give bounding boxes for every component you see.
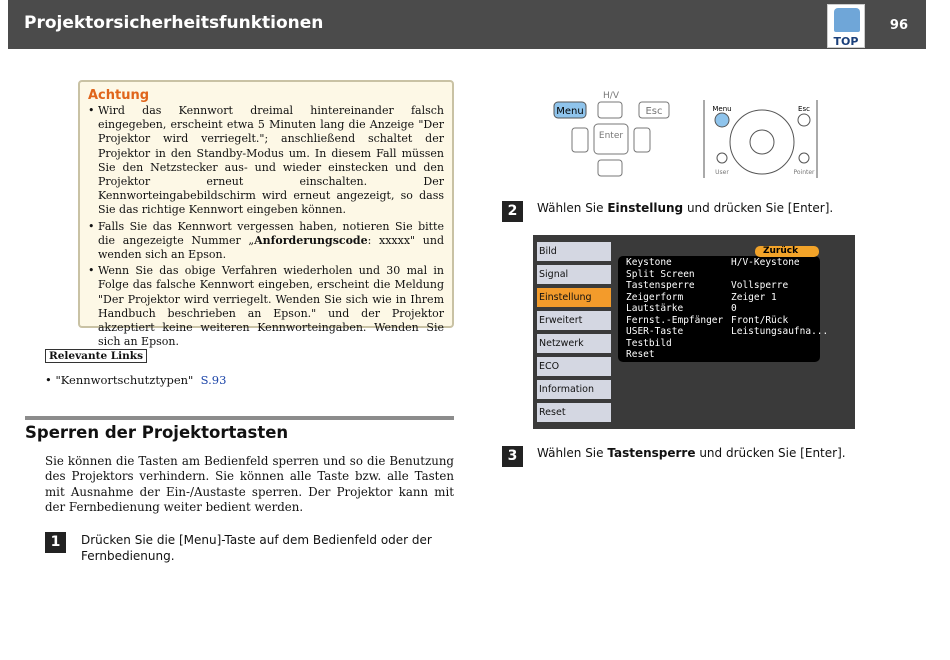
osd-sidebar-item[interactable]: Reset: [537, 403, 611, 422]
page-number: 96: [889, 18, 908, 33]
section-divider: [25, 416, 454, 420]
step-number: 3: [502, 446, 523, 467]
osd-row-label: Split Screen: [626, 268, 695, 280]
osd-menu-row[interactable]: [618, 303, 820, 315]
remote-illustration: [702, 100, 820, 180]
esc-label: Esc: [645, 106, 663, 117]
remote-esc-label: Esc: [798, 105, 810, 113]
step-number: 1: [45, 532, 66, 553]
remote-pointer-label: Pointer: [793, 169, 815, 176]
up-button[interactable]: [598, 102, 622, 118]
remote-enter-button[interactable]: [750, 130, 774, 154]
menu-label: Menu: [556, 106, 584, 117]
related-link[interactable]: • "Kennwortschutztypen" S.93: [45, 373, 227, 387]
osd-row-label: Zeigerform: [626, 291, 684, 303]
osd-menu-row[interactable]: [618, 269, 820, 281]
back-button[interactable]: Zurück: [755, 246, 819, 257]
request-code-label: Anforderungscode: [254, 233, 368, 247]
osd-row-value: Leistungsaufna...: [731, 326, 829, 337]
osd-sidebar-item[interactable]: Einstellung: [537, 288, 611, 307]
section-title: Sperren der Projektortasten: [25, 423, 289, 442]
page-title: Projektorsicherheitsfunktionen: [24, 13, 324, 33]
step-text: Drücken Sie die [Menu]-Taste auf dem Bedienfeld oder der Fernbedienung.: [81, 533, 432, 563]
caution-item: • Falls Sie das Kennwort vergessen haben, notieren Sie bitte die angezeigte Nummer „Anforderungscode: xxxxx" und wenden sich an Epson.: [88, 220, 444, 263]
osd-menu-row[interactable]: [618, 280, 820, 292]
remote-esc-button[interactable]: [798, 114, 810, 126]
osd-submenu: [618, 245, 829, 361]
osd-row-value: Front/Rück: [731, 314, 789, 326]
remote-menu-label: Menu: [712, 105, 732, 113]
remote-pointer-button[interactable]: [799, 153, 809, 163]
page-header: [8, 0, 926, 49]
osd-sidebar-item[interactable]: Erweitert: [537, 311, 611, 330]
osd-sidebar-item[interactable]: Signal: [537, 265, 611, 284]
remote-user-button[interactable]: [717, 153, 727, 163]
osd-row-label: Tastensperre: [626, 280, 695, 291]
osd-row-label: Reset: [626, 349, 655, 360]
osd-row-label: Keystone: [626, 257, 672, 268]
osd-row-value: Vollsperre: [731, 280, 789, 291]
top-link[interactable]: [827, 4, 865, 48]
osd-row-label: USER-Taste: [626, 326, 684, 337]
step-number: 2: [502, 201, 523, 222]
osd-row-label: Lautstärke: [626, 303, 684, 314]
home-icon: [834, 8, 860, 32]
volume-up-button[interactable]: [634, 128, 650, 152]
osd-sidebar-item[interactable]: Information: [537, 380, 611, 399]
enter-label: Enter: [598, 131, 624, 141]
page-link[interactable]: S.93: [200, 373, 227, 387]
caution-item: • Wenn Sie das obige Verfahren wiederholen und 30 mal in Folge das falsche Kennwort eingeben, erscheint die Meldung "Der Projektor wird verriegelt. Wenden Sie sich wie in Ihrem Handbuch beschrieben an Epson." und der Projektor akzeptiert keine weiteren Kennworteingaben. Wenden Sie sich an Epson.: [88, 264, 444, 349]
volume-down-button[interactable]: [572, 128, 588, 152]
caution-title: Achtung: [88, 88, 150, 103]
osd-row-value: 0: [731, 303, 737, 314]
osd-row-label: Testbild: [626, 337, 672, 349]
osd-menu-row[interactable]: [618, 349, 820, 361]
hv-label: H/V: [603, 91, 619, 101]
control-panel-illustration: [552, 88, 672, 182]
osd-row-value: Zeiger 1: [731, 291, 777, 303]
osd-sidebar-item[interactable]: Netzwerk: [537, 334, 611, 353]
osd-menu-row[interactable]: [618, 292, 820, 304]
osd-menu-row[interactable]: [618, 315, 820, 327]
osd-menu-row[interactable]: [618, 326, 829, 338]
osd-row-label: Fernst.-Empfänger: [626, 314, 724, 326]
caution-item: • Wird das Kennwort dreimal hintereinander falsch eingegeben, erscheint etwa 5 Minuten lang die Anzeige "Der Projektor wird verriegelt."; anschließend schaltet der Projektor in den Standby-Modus um. In diesem Fall müssen Sie den Netzstecker aus- und wieder einstecken und den Projektor erneut einschalten. Der Kennworteingabebildschirm wird erneut angezeigt, so dass Sie das richtige Kennwort eingeben können.: [88, 104, 444, 218]
remote-menu-button[interactable]: [715, 113, 729, 127]
osd-row-value: H/V-Keystone: [731, 257, 800, 268]
osd-menu-row[interactable]: [618, 257, 820, 269]
osd-menu-row[interactable]: [618, 338, 820, 350]
down-button[interactable]: [598, 160, 622, 176]
step-text: Wählen Sie Einstellung und drücken Sie [Enter].: [537, 201, 834, 215]
caution-list: [88, 104, 444, 349]
caution-box: [78, 80, 454, 349]
step-text: Wählen Sie Tastensperre und drücken Sie [Enter].: [537, 446, 846, 460]
remote-user-label: User: [715, 169, 729, 176]
section-paragraph: Sie können die Tasten am Bedienfeld sperren und so die Benutzung des Projektors verhindern. Sie können alle Taste bzw. alle Tasten mit Ausnahme der Ein-/Austaste sperren. Der Projektor kann mit der Fernbedienung weiter bedient werden.: [45, 454, 454, 514]
osd-sidebar-item[interactable]: ECO: [537, 357, 611, 376]
osd-sidebar-item[interactable]: Bild: [537, 242, 611, 261]
related-links-label: Relevante Links: [45, 349, 147, 363]
top-label: TOP: [833, 35, 859, 48]
